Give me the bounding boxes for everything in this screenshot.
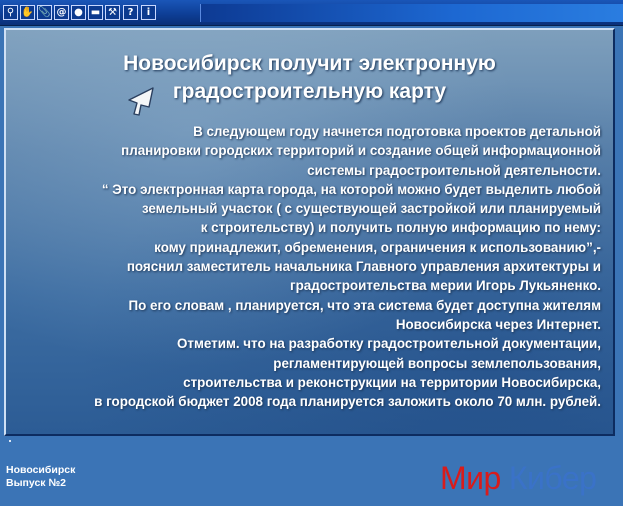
article-line: Отметим. что на разработку градостроительной документации,	[177, 336, 601, 352]
article-title	[6, 50, 613, 106]
article-line: пояснил заместитель начальника Главного управления архитектуры и	[126, 259, 601, 275]
mir-kiber-logo[interactable]	[440, 458, 596, 498]
toolbar-title-panel	[200, 4, 623, 22]
article-line: к строительству) и получить полную информацию по нему:	[200, 220, 601, 236]
toolbar	[0, 0, 623, 26]
hand-icon[interactable]: ✋	[20, 5, 35, 20]
decorative-dot	[9, 440, 11, 442]
footer-city: Новосибирск	[6, 464, 76, 476]
article-line: “ Это электронная карта города, на которой можно будет выделить любой	[101, 181, 601, 197]
article-line: земельный участок ( с существующей застройкой или планируемый	[141, 201, 601, 217]
cursor-icon	[126, 86, 156, 116]
article-line: градостроительства мерии Игорь Лукьяненко.	[290, 278, 601, 294]
search-icon[interactable]: ⚲	[3, 5, 18, 20]
article-line: По его словам , планируется, что эта система будет доступна жителям	[128, 297, 601, 313]
article-line: регламентирующей вопросы землепользования,	[273, 355, 601, 371]
article-line: в городской бюджет 2008 года планируется заложить около 70 млн. рублей.	[94, 394, 601, 410]
disc-icon[interactable]: ●	[71, 5, 86, 20]
article-title-line: Новосибирск получит электронную	[123, 52, 496, 75]
help-icon[interactable]: ?	[123, 5, 138, 20]
footer-info	[6, 464, 75, 490]
info-icon[interactable]: i	[141, 5, 156, 20]
article-line: строительства и реконструкции на территории Новосибирска,	[183, 374, 601, 390]
paperclip-icon[interactable]: 📎	[37, 5, 52, 20]
article-body	[6, 122, 601, 411]
tools-icon[interactable]: ⚒	[105, 5, 120, 20]
logo-word-mir: Мир	[440, 460, 501, 496]
article-line: планировки городских территорий и создание общей информационной	[121, 143, 601, 159]
folder-icon[interactable]: ▬	[88, 5, 103, 20]
article-line: В следующем году начнется подготовка проектов детальной	[193, 124, 601, 139]
footer-issue: Выпуск №2	[6, 477, 67, 489]
article-line: кому принадлежит, обременения, ограничения к использованию”,-	[154, 239, 601, 255]
content-panel	[4, 28, 615, 436]
email-icon[interactable]: @	[54, 5, 69, 20]
article-line: Новосибирска через Интернет.	[395, 316, 601, 332]
logo-word-kiber: Кибер	[508, 460, 597, 496]
article-title-line: градостроительную карту	[172, 80, 447, 103]
article-line: системы градостроительной деятельности.	[307, 162, 601, 178]
